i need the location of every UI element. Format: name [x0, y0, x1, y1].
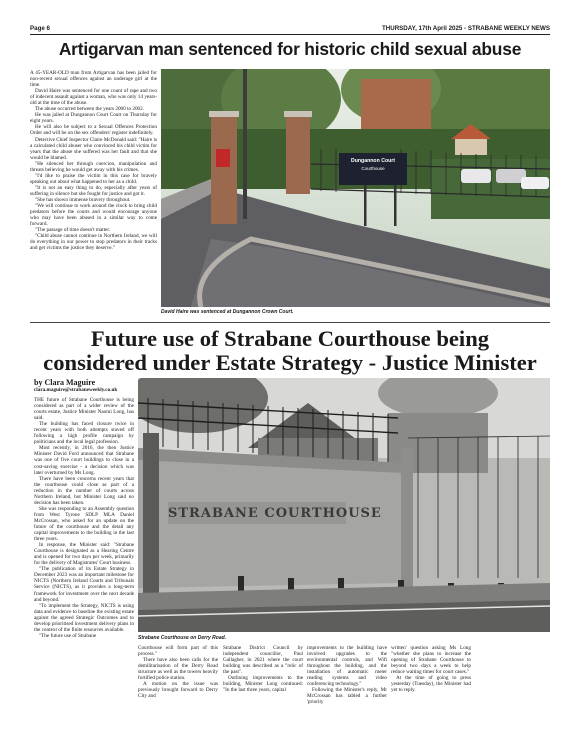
story2-col1 [34, 397, 134, 639]
story2-col4 [307, 645, 387, 705]
headline-artigarvan: Artigarvan man sentenced for historic child sexual abuse [58, 39, 522, 59]
courthouse-illustration [138, 378, 550, 632]
paragraph: written' question asking Ms Long "whether she plans to increase the opening of Strabane Courthouse to beyond two days a week to help reduce waiting times for court cases." [391, 645, 471, 676]
paragraph: Strabane District Council by independent councillor, Paul Gallagher, in 2021 where the court building was described as a "relic of the past". [223, 645, 303, 676]
caption-strabane: Strabane Courthouse on Derry Road. [138, 635, 227, 641]
paragraph: THE future of Strabane Courthouse is being considered as part of a wider review of the courts estate, Justice Minister Naomi Long, has said. [34, 397, 134, 422]
paragraph: "I'd like to praise the victim in this case for bravely speaking out about what happened to her as a child. [30, 172, 157, 185]
paragraph: "The passage of time doesn't matter. [35, 227, 111, 234]
sign-line-2: Courthouse [361, 166, 385, 171]
paragraph: Courthouse will form part of this process." [138, 645, 218, 658]
courthouse-sign: STRABANE COURTHOUSE [168, 506, 382, 521]
photo-strabane-courthouse [138, 378, 550, 632]
paragraph: He was jailed at Dungannon Court Court on Thursday for eight years. [30, 112, 157, 125]
paragraph: The building has faced closure twice in recent years with both attempts staved off following a high profile campaign by politicians and the local legal profession. [34, 421, 134, 446]
paragraph: Outlining improvements to the building, Minister Long continued: "In the last three years, capital [223, 675, 303, 694]
paragraph: There have been concerns recent years that the courthouse could close as part of a reduction in the number of courts across Northern Ireland, but Minister Long said no decision has been taken. [34, 475, 134, 506]
paragraph: At the time of going to press yesterday (Tuesday), the Minister had yet to reply. [391, 675, 471, 694]
paragraph: "The future use of Strabane [39, 632, 97, 639]
paragraph: Detective Chief Inspector Claire McDonald said: "Haire is a calculated child abuser who convinced his child victim for years that the abuse she suffered was her fault and that she would be blamed. [30, 136, 157, 161]
paragraph: David Haire was sentenced for one count of rape and two of indecent assault against a woman, who was only 14 years-old at the time of the abuse. [30, 88, 157, 107]
story2-col5 [391, 645, 471, 693]
paragraph: A 45-YEAR-OLD man from Artigarvan has been jailed for non-recent sexual offences against an underage girl at the time. [30, 70, 157, 89]
paragraph: "We will continue to work around the clock to bring child predators before the courts and would encourage anyone who may have been abused in a similar way to come forward. [30, 203, 157, 228]
sign-line-1: Dungannon Court [350, 158, 396, 164]
paragraph: The abuse occurred between the years 2000 to 2002. [35, 106, 145, 113]
paragraph: He will also be subject to a Sexual Offences Protection Order and will be on the sex offenders' register indefinitely. [30, 124, 157, 137]
photo-dungannon-court [161, 69, 550, 307]
caption-dungannon: David Haire was sentenced at Dungannon Crown Court. [161, 309, 294, 315]
story2-col3 [223, 645, 303, 693]
paragraph: She was responding to an Assembly question from West Tyrone SDLP MLA Daniel McCrossan, who asked for an update on the future of the courthouse and the detail any capital improvements to the building in the last three years. [34, 505, 134, 543]
paragraph: Following the Minister's reply, Mr McCrossan has tabled a further 'priority [307, 687, 387, 706]
page-number: Page 6 [30, 25, 50, 32]
paragraph: "The publication of its Estate Strategy in December 2023 was an important milestone for NICTS (Northern Ireland Courts and Tribunals Service (NICTS), as it provides a long-term framework for investment over the next decade and beyond. [34, 566, 134, 603]
headline-strabane-line1: Future use of Strabane Courthouse being [90, 326, 490, 351]
author-email: clara.maguire@strabaneweekly.co.uk [34, 387, 118, 393]
paragraph: In response, the Minister said: "Strabane Courthouse is designated as a Hearing Centre and is opened for two days per week, primarily for the delivery of Magistrates' Court business. [34, 542, 134, 567]
paragraph: improvements to the building have involved upgrades to the environmental controls, and Wifi throughout the building, and the installation of automatic meter reading systems and video conferencing technology." [307, 645, 387, 688]
paragraph: Most recently, in 2016, the then Justice Minister David Ford announced that Strabane was one of five court buildings to close in a cost-saving exercise - a decision which was later overturned by Ms Long. [34, 445, 134, 476]
paragraph: A motion on the issue was previously brought forward to Derry City and [138, 681, 218, 700]
court-gate-illustration [161, 69, 550, 307]
paragraph: "He silenced her through coercion, manipulation and threats believing he would get away with his crimes. [30, 160, 157, 173]
paragraph: "She has shown immense bravery throughout. [35, 196, 131, 203]
dateline: THURSDAY, 17th April 2025 - STRABANE WEEKLY NEWS [381, 25, 550, 32]
story2-col2 [138, 645, 218, 699]
paragraph: "Child abuse cannot continue in Northern Ireland, we will do everything in our power to stop predators in their tracks and get victims the justice they deserve." [30, 233, 157, 252]
headline-strabane-line2: considered under Estate Strategy - Justice Minister [43, 350, 537, 375]
paragraph: There have also been calls for the demilitarisation of the Derry Road structure as well as the towers heavily fortified police station. [138, 657, 218, 682]
section-divider [30, 322, 550, 323]
byline: by Clara Maguire [34, 378, 96, 387]
paragraph: "It is not an easy thing to do, especially after years of suffering in silence but she fought for justice and got it. [30, 184, 157, 197]
story1-body [30, 70, 157, 251]
paragraph: "To implement the Strategy, NICTS is using data and evidence to baseline the existing estate against the agreed Strategic Outcomes and to develop prioritised investment delivery plans in the context of the finite resources available. [34, 602, 134, 633]
page-header [30, 24, 550, 35]
